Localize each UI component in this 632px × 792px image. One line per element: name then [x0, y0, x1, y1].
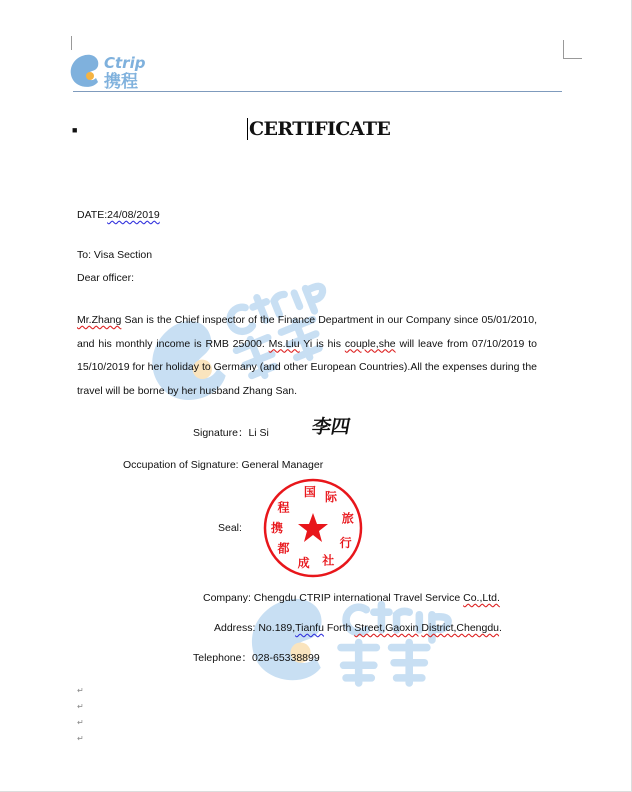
seal-char: 成 — [297, 555, 310, 570]
logo-text-en: Ctrip — [104, 54, 146, 72]
crop-mark — [563, 40, 582, 59]
greeting[interactable]: Dear officer: — [77, 272, 134, 284]
seal-char: 程 — [277, 500, 290, 515]
logo-text-cn: 携程 — [104, 72, 138, 90]
occupation-line[interactable]: Occupation of Signature: General Manager — [123, 459, 324, 471]
document-title[interactable]: CERTIFICATE — [249, 118, 391, 140]
seal-char: 际 — [324, 489, 338, 504]
header-rule — [73, 91, 562, 92]
date-line[interactable] — [77, 209, 160, 222]
crop-mark — [67, 36, 72, 50]
paragraph-mark: ↵ — [77, 718, 84, 727]
seal-char: 旅 — [341, 511, 354, 526]
seal-char: 携 — [270, 521, 284, 535]
paragraph-mark: ↵ — [77, 702, 84, 711]
seal-char: 国 — [303, 485, 316, 500]
handwritten-signature: 李四 — [310, 416, 352, 438]
paragraph-mark: ↵ — [77, 686, 84, 695]
company-seal — [262, 477, 364, 579]
paragraph-mark: ↵ — [77, 734, 84, 743]
date-label: DATE: — [77, 209, 108, 221]
seal-char: 行 — [339, 536, 352, 551]
telephone-line[interactable]: Telephone：028-65338899 — [193, 652, 320, 664]
bullet: ■ — [72, 125, 78, 135]
ctrip-logo — [68, 52, 163, 90]
company-line[interactable]: Company: Chengdu CTRIP international Travel Service Co.,Ltd. — [203, 592, 500, 604]
seal-label[interactable]: Seal: — [218, 522, 242, 534]
signature-line[interactable]: Signature：Li Si — [193, 427, 269, 439]
date-value: 24/08/2019 — [107, 209, 160, 221]
body-paragraph[interactable]: Mr.Zhang San is the Chief inspector of the Finance Department in our Company since 05/01/2010, and his monthly income is RMB 25000. Ms.Liu Yi is his couple,she will leave from 07/10/2019 to 15/10/2019 for her holiday to Germany (and other European Countries).All the expenses during the travel will be borne by her husband Zhang San. — [77, 314, 537, 397]
seal-char: 社 — [322, 553, 335, 568]
seal-char: 都 — [277, 541, 290, 556]
address-line[interactable]: Address: No.189,Tianfu Forth Street,Gaoxin District,Chengdu. — [214, 622, 502, 634]
recipient[interactable]: To: Visa Section — [77, 249, 153, 261]
